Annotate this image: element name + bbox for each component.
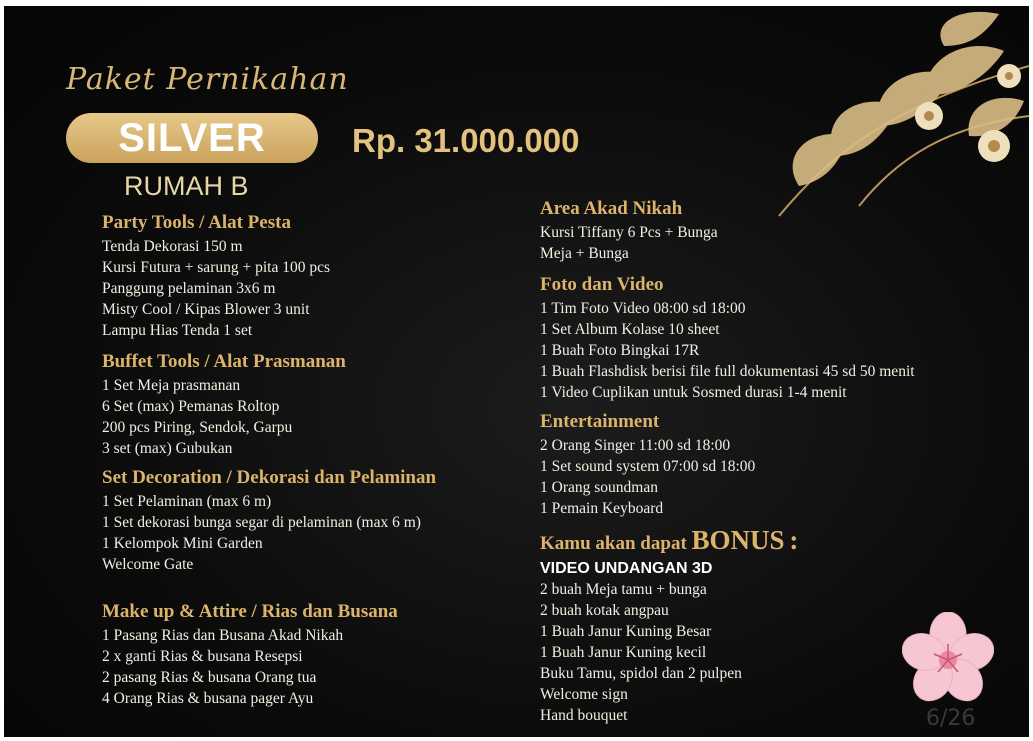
package-script-title: Paket Pernikahan bbox=[66, 62, 349, 97]
pink-flower-icon bbox=[902, 612, 994, 704]
list-item: 1 Buah Flashdisk berisi file full dokumentasi 45 sd 50 menit bbox=[540, 363, 915, 380]
list-item: 1 Tim Foto Video 08:00 sd 18:00 bbox=[540, 300, 746, 317]
list-item: 1 Kelompok Mini Garden bbox=[102, 535, 263, 552]
list-item: 200 pcs Piring, Sendok, Garpu bbox=[102, 419, 293, 436]
list-item: Panggung pelaminan 3x6 m bbox=[102, 280, 276, 297]
tier-badge bbox=[66, 113, 318, 163]
list-item: 1 Video Cuplikan untuk Sosmed durasi 1-4 menit bbox=[540, 384, 847, 401]
list-item: 1 Pemain Keyboard bbox=[540, 500, 664, 517]
section-entertainment bbox=[540, 409, 1020, 519]
section-title: Foto dan Video bbox=[540, 274, 664, 295]
list-item: Buku Tamu, spidol dan 2 pulpen bbox=[540, 665, 742, 682]
list-item: 2 pasang Rias & busana Orang tua bbox=[102, 669, 317, 686]
list-item: Misty Cool / Kipas Blower 3 unit bbox=[102, 301, 310, 318]
section-foto-video bbox=[540, 272, 1020, 403]
section-title: Area Akad Nikah bbox=[540, 198, 683, 219]
list-item: 1 Set Album Kolase 10 sheet bbox=[540, 321, 720, 338]
section-title: Buffet Tools / Alat Prasmanan bbox=[102, 351, 346, 372]
bonus-title bbox=[540, 525, 1020, 559]
section-decoration bbox=[102, 465, 542, 575]
list-item: 1 Buah Foto Bingkai 17R bbox=[540, 342, 700, 359]
list-item: 2 buah kotak angpau bbox=[540, 602, 669, 619]
list-item: 1 Set Meja prasmanan bbox=[102, 377, 241, 394]
list-item: Kursi Futura + sarung + pita 100 pcs bbox=[102, 259, 330, 276]
section-party-tools bbox=[102, 210, 542, 341]
list-item: 2 buah Meja tamu + bunga bbox=[540, 581, 707, 598]
list-item: Meja + Bunga bbox=[540, 245, 629, 262]
package-subtitle: RUMAH B bbox=[124, 171, 249, 201]
bonus-title-big: BONUS bbox=[691, 525, 785, 555]
tier-label: SILVER bbox=[118, 115, 266, 160]
list-item: 1 Set sound system 07:00 sd 18:00 bbox=[540, 458, 756, 475]
gold-leaves-icon bbox=[739, 6, 1029, 221]
list-item: Kursi Tiffany 6 Pcs + Bunga bbox=[540, 224, 718, 241]
section-akad-nikah bbox=[540, 196, 1020, 264]
list-item: 1 Pasang Rias dan Busana Akad Nikah bbox=[102, 627, 344, 644]
list-item: Tenda Dekorasi 150 m bbox=[102, 238, 243, 255]
list-item: 1 Set Pelaminan (max 6 m) bbox=[102, 493, 272, 510]
list-item: 6 Set (max) Pemanas Roltop bbox=[102, 398, 280, 415]
section-buffet-tools bbox=[102, 349, 542, 459]
left-column bbox=[102, 210, 542, 715]
list-item: 1 Buah Janur Kuning kecil bbox=[540, 644, 707, 661]
list-item: Welcome Gate bbox=[102, 556, 194, 573]
list-item: 2 Orang Singer 11:00 sd 18:00 bbox=[540, 437, 731, 454]
bonus-subtitle: VIDEO UNDANGAN 3D bbox=[540, 560, 713, 577]
list-item: Lampu Hias Tenda 1 set bbox=[102, 322, 253, 339]
bonus-title-suffix: : bbox=[789, 525, 799, 555]
package-price: Rp. 31.000.000 bbox=[352, 122, 580, 159]
list-item: 2 x ganti Rias & busana Resepsi bbox=[102, 648, 303, 665]
section-title: Set Decoration / Dekorasi dan Pelaminan bbox=[102, 467, 437, 488]
section-title: Make up & Attire / Rias dan Busana bbox=[102, 601, 398, 622]
package-card bbox=[4, 6, 1029, 737]
bonus-title-prefix: Kamu akan dapat bbox=[540, 533, 687, 554]
list-item: 3 set (max) Gubukan bbox=[102, 440, 233, 457]
list-item: Welcome sign bbox=[540, 686, 628, 703]
section-makeup bbox=[102, 599, 542, 709]
list-item: 1 Set dekorasi bunga segar di pelaminan (max 6 m) bbox=[102, 514, 421, 531]
list-item: 1 Orang soundman bbox=[540, 479, 658, 496]
page-indicator: 6/26 bbox=[926, 706, 976, 731]
section-title: Party Tools / Alat Pesta bbox=[102, 212, 291, 233]
section-title: Entertainment bbox=[540, 411, 660, 432]
list-item: Hand bouquet bbox=[540, 707, 628, 724]
list-item: 1 Buah Janur Kuning Besar bbox=[540, 623, 712, 640]
list-item: 4 Orang Rias & busana pager Ayu bbox=[102, 690, 314, 707]
